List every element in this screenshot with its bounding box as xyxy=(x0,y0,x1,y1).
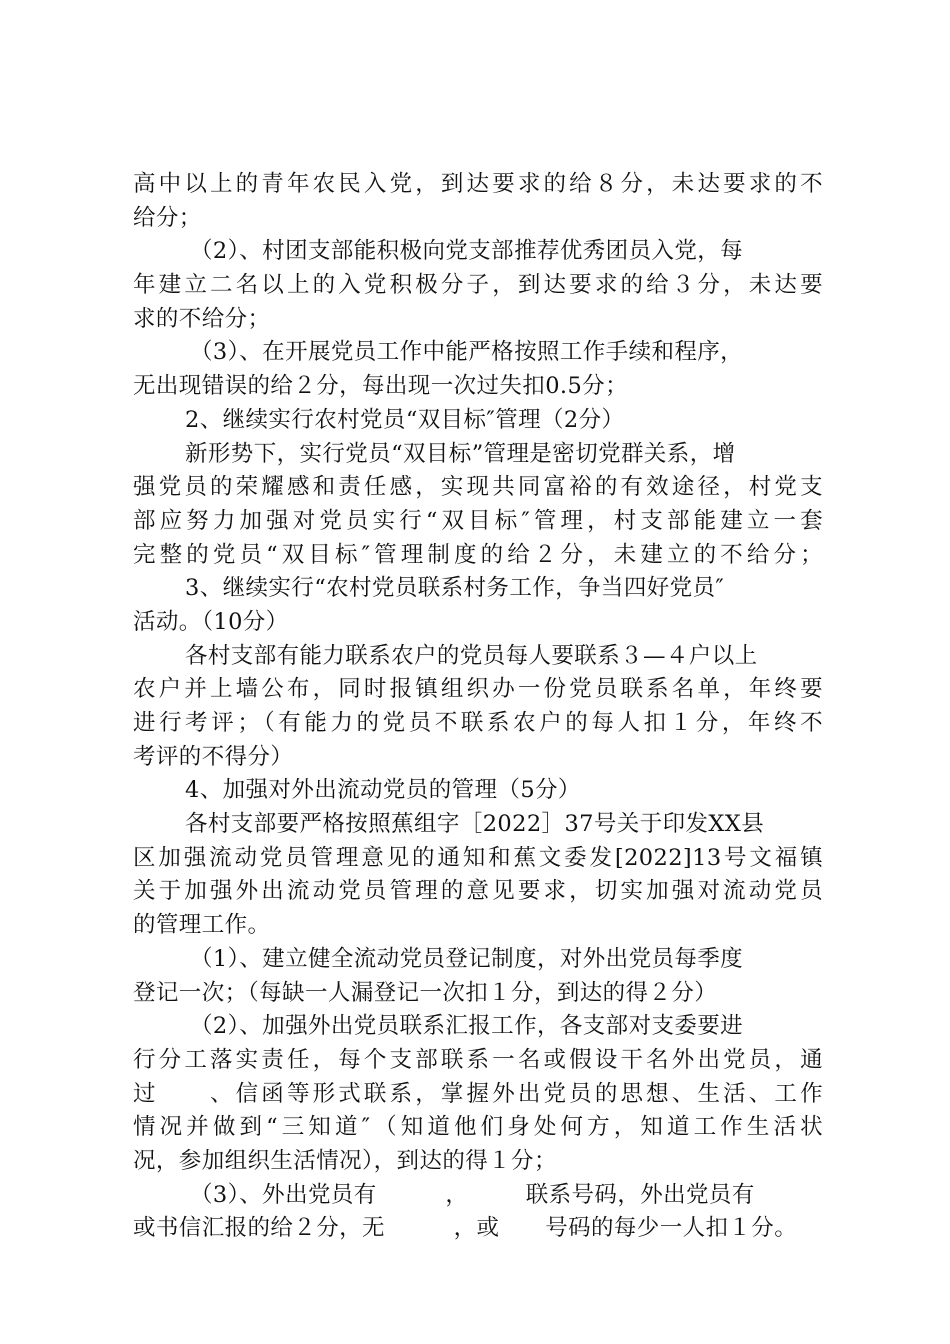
text-line: （2）、加强外出党员联系汇报工作，各支部对支委要进 xyxy=(190,1013,744,1040)
text-line: （1）、建立健全流动党员登记制度，对外出党员每季度 xyxy=(190,945,744,972)
text-line: 强党员的荣耀感和责任感，实现共同富裕的有效途径，村党支 xyxy=(133,474,823,501)
text-line: 高中以上的青年农民入党，到达要求的给８分，未达要求的不 xyxy=(133,171,823,197)
text-line: 的管理工作。 xyxy=(133,912,271,939)
text-line: 过 、信函等形式联系，掌握外出党员的思想、生活、工作 xyxy=(133,1080,823,1107)
text-line: 活动。（10分） xyxy=(133,608,289,635)
text-line: 3、继续实行“农村党员联系村务工作，争当四好党员″ xyxy=(185,575,725,602)
text-line: 况，参加组织生活情况），到达的得１分； xyxy=(133,1147,557,1174)
text-line: 完整的党员“双目标″管理制度的给２分，未建立的不给分； xyxy=(133,541,823,568)
text-line: 各村支部有能力联系农户的党员每人要联系３—４户以上 xyxy=(185,642,758,669)
text-line: 无出现错误的给２分，每出现一次过失扣0.5分； xyxy=(133,373,628,400)
text-line: 进行考评；（有能力的党员不联系农户的每人扣１分，年终不 xyxy=(133,710,823,736)
text-line: 情况并做到“三知道″（知道他们身处何方，知道工作生活状 xyxy=(133,1114,823,1141)
text-line: 年建立二名以上的入党积极分子，到达要求的给３分，未达要 xyxy=(133,272,823,299)
text-line: 4、加强对外出流动党员的管理（5分） xyxy=(185,777,581,804)
text-line: 给分； xyxy=(133,204,202,231)
text-line: 行分工落实责任，每个支部联系一名或假设干名外出党员，通 xyxy=(133,1046,823,1073)
text-line: （3）、在开展党员工作中能严格按照工作手续和程序， xyxy=(190,339,744,366)
text-line: （3）、外出党员有 ， 联系号码，外出党员有 xyxy=(190,1181,755,1208)
text-line: 或书信汇报的给２分，无 ，或 号码的每少一人扣１分。 xyxy=(133,1215,798,1242)
text-line: 登记一次；（每缺一人漏登记一次扣１分，到达的得２分） xyxy=(133,979,718,1006)
text-line: 考评的不得分） xyxy=(133,743,294,770)
text-line: （2）、村团支部能积极向党支部推荐优秀团员入党，每 xyxy=(190,238,744,265)
text-line: 新形势下，实行党员“双目标”管理是密切党群关系，增 xyxy=(185,440,736,467)
text-line: 农户并上墙公布，同时报镇组织办一份党员联系名单，年终要 xyxy=(133,676,823,703)
document-body xyxy=(133,168,823,1246)
text-line: 区加强流动党员管理意见的通知和蕉文委发[2022]13号文福镇 xyxy=(133,844,823,871)
text-line: 部应努力加强对党员实行“双目标″管理，村支部能建立一套 xyxy=(133,507,823,534)
text-line: 2、继续实行农村党员“双目标″管理（2分） xyxy=(185,406,625,433)
text-line: 关于加强外出流动党员管理的意见要求，切实加强对流动党员 xyxy=(133,878,823,905)
text-line: 各村支部要严格按照蕉组字［2022］37号关于印发XX县 xyxy=(185,811,765,838)
text-line: 求的不给分； xyxy=(133,305,271,332)
